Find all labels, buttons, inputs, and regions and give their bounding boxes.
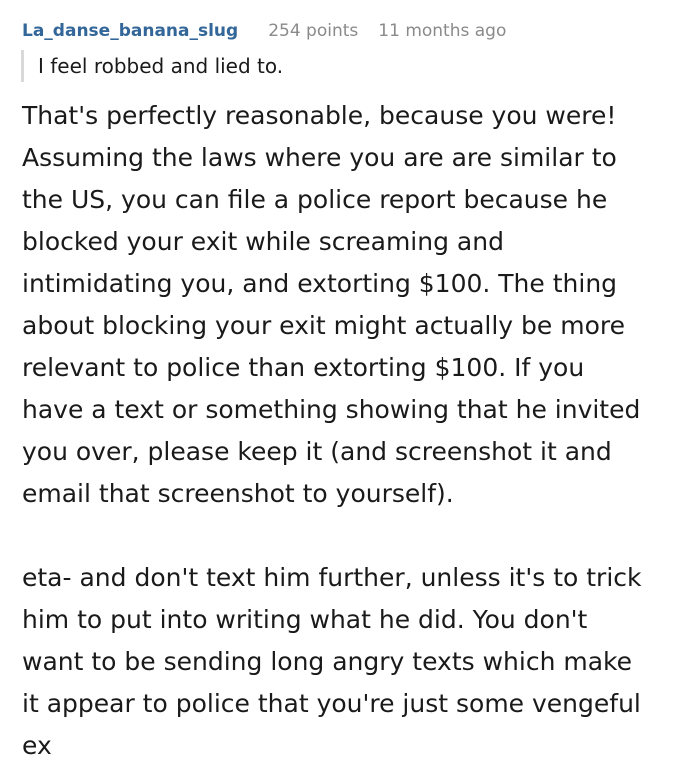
paragraph-line: about blocking your exit might actually be more bbox=[22, 311, 625, 340]
paragraph-line: relevant to police than extorting $100. If you bbox=[22, 353, 585, 382]
paragraph-line: you over, please keep it (and screenshot it and bbox=[22, 437, 612, 466]
points-count: 254 points bbox=[268, 21, 359, 41]
timestamp-link[interactable]: 11 months ago bbox=[378, 21, 507, 41]
author-link[interactable]: La_danse_banana_slug bbox=[22, 21, 239, 41]
paragraph-line: blocked your exit while screaming and bbox=[22, 227, 504, 256]
comment-meta bbox=[22, 18, 506, 44]
paragraph-line: want to be sending long angry texts which make bbox=[22, 647, 633, 676]
paragraph-line: That's perfectly reasonable, because you were! bbox=[22, 101, 617, 130]
paragraph-line: eta- and don't text him further, unless it's to trick bbox=[22, 563, 642, 592]
paragraph-line: the US, you can file a police report because he bbox=[22, 185, 608, 214]
paragraph-line: ex bbox=[22, 731, 52, 760]
paragraph-line: intimidating you, and extorting $100. The thing bbox=[22, 269, 618, 298]
paragraph-line: it appear to police that you're just some vengeful bbox=[22, 689, 641, 718]
comment-body bbox=[22, 95, 692, 767]
paragraph-2 bbox=[22, 557, 692, 767]
paragraph-gap bbox=[22, 515, 692, 557]
blockquote bbox=[21, 50, 283, 82]
paragraph-line: email that screenshot to yourself). bbox=[22, 479, 454, 508]
quote-text: I feel robbed and lied to. bbox=[38, 54, 284, 78]
paragraph-line: him to put into writing what he did. You don't bbox=[22, 605, 588, 634]
paragraph-line: have a text or something showing that he invited bbox=[22, 395, 641, 424]
paragraph-line: Assuming the laws where you are are similar to bbox=[22, 143, 617, 172]
paragraph-1 bbox=[22, 95, 692, 515]
